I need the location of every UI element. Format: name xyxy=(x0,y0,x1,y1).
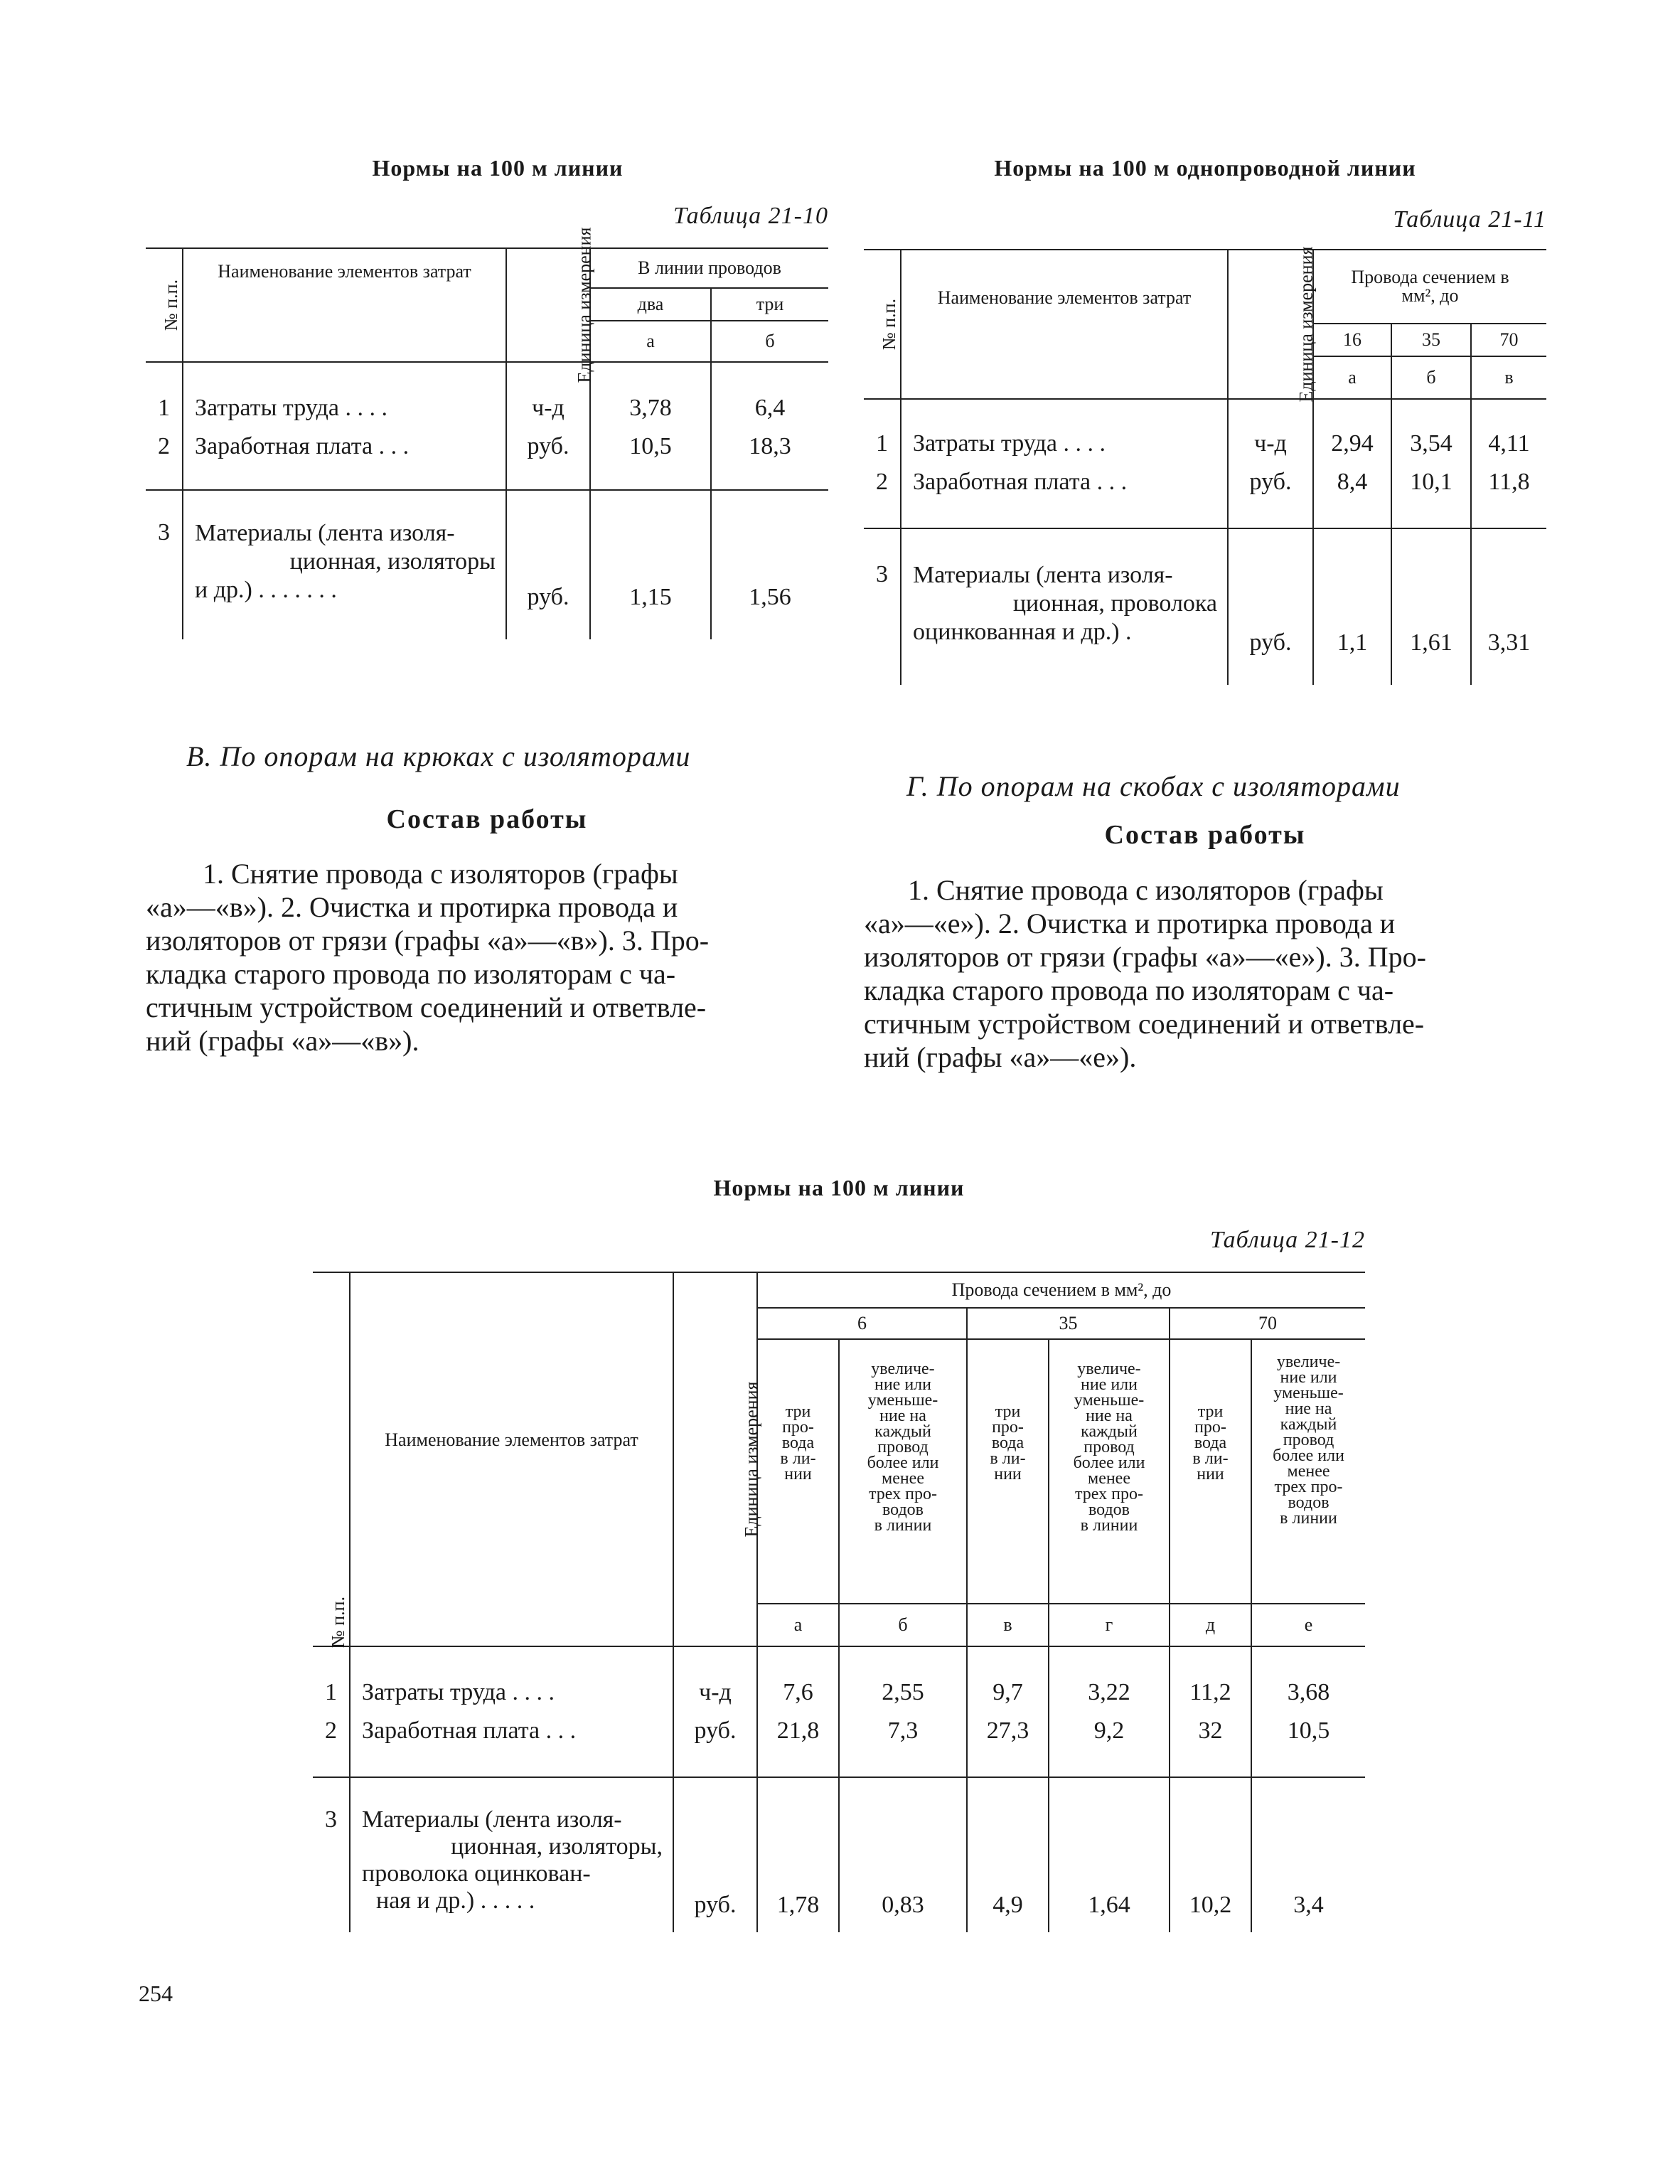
left-work-text: 1. Снятие провода с изоляторов (графы «а»—«в»). 2. Очистка и протирка провода и изоляторов от грязи (графы «а»—«в»). 3. Про- кладка старого провода по изоляторам с ча- стичным устройством соединений и ответвле- ний (графы «а»—«в»). xyxy=(146,858,710,1057)
letter-a: а xyxy=(757,1604,839,1646)
three-wires-header: три про- вода в ли- нии xyxy=(967,1339,1049,1604)
group-header: Провода сечением в мм², до xyxy=(757,1272,1365,1308)
change-header: увеличе- ние или уменьше- ние на каждый провод более или менее трех про- водов в линии xyxy=(1251,1339,1365,1604)
unit-header: Единица измерения xyxy=(506,248,590,362)
letter-b: б xyxy=(839,1604,967,1646)
letter-b: б xyxy=(765,331,775,351)
unit-header: Единица измерения xyxy=(1228,250,1313,399)
table-21-12 xyxy=(313,1272,1365,1932)
table-row: 2 Заработная плата . . . руб. 21,8 7,3 27,3 9,2 32 10,5 xyxy=(313,1717,1365,1777)
letter-a: а xyxy=(1313,356,1391,399)
right-work-text: 1. Снятие провода с изоляторов (графы «а»—«е»). 2. Очистка и протирка провода и изоляторов от грязи (графы «а»—«е»). 3. Про- кладка старого провода по изоляторам с ча- стичным устройством соединений и ответвле- ний (графы «а»—«е»). xyxy=(864,874,1426,1073)
letter-f: е xyxy=(1251,1604,1365,1646)
bottom-table-number: Таблица 21-12 xyxy=(1210,1227,1365,1253)
group-header: В линии проводов xyxy=(590,248,828,288)
col-header-b: три xyxy=(711,288,828,321)
change-header: увеличе- ние или уменьше- ние на каждый провод более или менее трех про- водов в линии xyxy=(839,1339,967,1604)
three-wires-header: три про- вода в ли- нии xyxy=(757,1339,839,1604)
right-work-title: Состав работы xyxy=(1104,820,1306,850)
col-header-b: 35 xyxy=(1391,324,1471,356)
three-wires-header: три про- вода в ли- нии xyxy=(1170,1339,1251,1604)
col-header-c: 70 xyxy=(1471,324,1546,356)
change-header: увеличе- ние или уменьше- ние на каждый провод более или менее трех про- водов в линии xyxy=(1049,1339,1170,1604)
letter-d: г xyxy=(1049,1604,1170,1646)
table-21-10 xyxy=(146,227,828,639)
left-work-title: Состав работы xyxy=(386,804,588,834)
unit-header: Единица измерения xyxy=(673,1272,757,1646)
table-21-11 xyxy=(864,246,1546,685)
table-row: 1 Затраты труда . . . . ч-д 3,78 6,4 xyxy=(146,383,828,433)
letter-a: а xyxy=(590,321,711,362)
section-6: 6 xyxy=(757,1308,967,1339)
group-header: Провода сечением в мм², до xyxy=(1313,250,1546,324)
letter-b: б xyxy=(1391,356,1471,399)
table-row: 3 Материалы (лента изоля- ционная, изоляторы и др.) . . . . . . . руб. 1,15 1,56 xyxy=(146,490,828,639)
right-section-title: Г. По опорам на скобах с изоляторами xyxy=(906,770,1401,802)
table-row: 2 Заработная плата . . . руб. 10,5 18,3 xyxy=(146,433,828,490)
num-header: № п.п. xyxy=(313,1272,350,1646)
left-section-title: В. По опорам на крюках с изоляторами xyxy=(186,740,691,772)
table-row: 2 Заработная плата . . . руб. 8,4 10,1 11,8 xyxy=(864,469,1546,528)
table-row: 1 Затраты труда . . . . ч-д 7,6 2,55 9,7 3,22 11,2 3,68 xyxy=(313,1668,1365,1717)
right-table-number: Таблица 21-11 xyxy=(1393,206,1546,233)
col-header-a: 16 xyxy=(1313,324,1391,356)
num-header: № п.п. xyxy=(146,248,183,362)
table-row: 3 Материалы (лента изоля- ционная, изоляторы, проволока оцинкован- ная и др.) . . . . . руб. 1,78 0,83 4,9 1,64 10,2 3,4 xyxy=(313,1777,1365,1932)
bottom-table-caption: Нормы на 100 м линии xyxy=(713,1175,965,1200)
section-35: 35 xyxy=(967,1308,1170,1339)
col-header-a: два xyxy=(590,288,711,321)
left-table-number: Таблица 21-10 xyxy=(673,203,828,229)
table-row: 3 Материалы (лента изоля- ционная, проволока оцинкованная и др.) . руб. 1,1 1,61 3,31 xyxy=(864,528,1546,685)
table-row: 1 Затраты труда . . . . ч-д 2,94 3,54 4,11 xyxy=(864,419,1546,469)
letter-c: в xyxy=(967,1604,1049,1646)
num-header: № п.п. xyxy=(864,250,901,399)
right-table-caption: Нормы на 100 м однопроводной линии xyxy=(994,155,1416,181)
name-header: Наименование элементов затрат xyxy=(901,250,1228,399)
name-header: Наименование элементов затрат xyxy=(350,1272,673,1646)
left-table-caption: Нормы на 100 м линии xyxy=(372,155,624,181)
page-number: 254 xyxy=(139,1981,173,2006)
section-70: 70 xyxy=(1170,1308,1365,1339)
letter-e: д xyxy=(1170,1604,1251,1646)
letter-c: в xyxy=(1504,367,1514,388)
name-header: Наименование элементов затрат xyxy=(183,248,506,362)
